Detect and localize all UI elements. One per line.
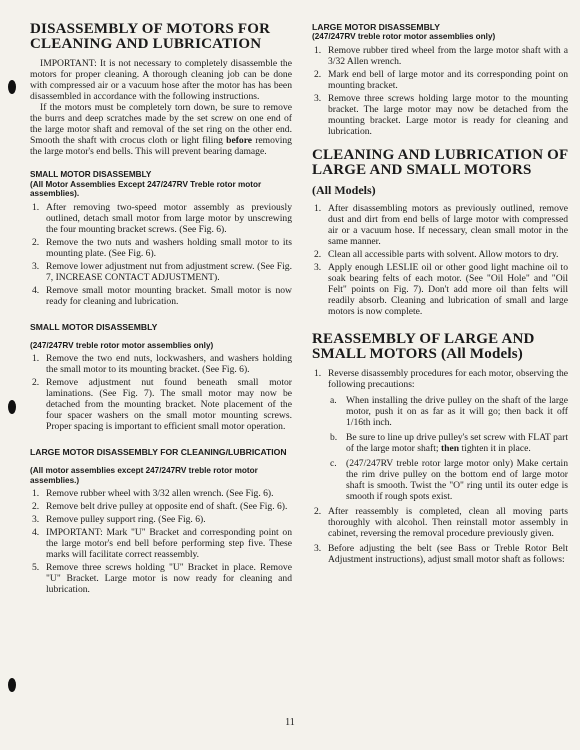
list-item: 3. Remove three screws holding large motor to the mounting bracket. The large motor may now be detached from the mounting bracket. Large motor is ready for cleaning and lubrication. (314, 92, 568, 137)
large-motor-steps (30, 488, 292, 595)
list-item: 2. Remove belt drive pulley at opposite end of shaft. (See Fig. 6). (32, 501, 288, 512)
list-item: 3. Remove lower adjustment nut from adjustment screw. (See Fig. 7, INCREASE CONTACT ADJUSTMENT). (32, 260, 292, 283)
right-column (312, 22, 568, 567)
list-item: c. (247/247RV treble rotor large motor only) Make certain the rim drive pulley on the bottom end of large motor shaft is smooth. Twist the "O" ring until its outer edge is smooth if rough spots exist. (330, 457, 568, 502)
list-item: 2. Remove adjustment nut found beneath small motor laminations. (See Fig. 7). The small motor may now be detached from the mounting bracket. Note placement of the four spacer washers on the small motor mounting screws. Proper spacing is important to efficient small motor operation. (32, 377, 292, 432)
binder-hole (8, 678, 16, 692)
page-number: 11 (285, 717, 295, 728)
reassembly-steps (312, 368, 568, 565)
list-item: 1. After disassembling motors as previously outlined, remove dust and dirt from end bells of large motor with compressed air or a vacuum hose. If necessary, clean small motor in the same manner. (314, 202, 568, 247)
list-item: 1. Remove rubber tired wheel from the large motor shaft with a 3/32 Allen wrench. (314, 44, 568, 67)
list-item: 2. Remove the two nuts and washers holding small motor to its mounting plate. (See Fig. 6). (32, 236, 292, 259)
section-subheading: (All motor assemblies except 247/247RV treble rotor motor assemblies.) (30, 466, 258, 485)
list-item: 3. Remove pulley support ring. (See Fig. 6). (32, 514, 206, 525)
list-item: 3. Apply enough LESLIE oil or other good light machine oil to soak bearing felts of each motor. (See "Oil Hole" and "Oil Felt" points on Fig. 7). Don't add more oil than felts will readily absorb. Cleaning and lubrication of small and large motors is now complete. (314, 261, 568, 317)
binder-hole (8, 400, 16, 414)
teardown-paragraph: If the motors must be completely torn down, be sure to remove the burrs and deep scratches made by the set screw on one end of the large motor shaft and removal of the set ring on the other end. Smooth the shaft with crocus cloth or light filing before removing the large motor's end bells. This will prevent bearing damage. (30, 102, 292, 157)
important-paragraph: IMPORTANT: It is not necessary to completely disassemble the motors for proper cleaning. A thorough cleaning job can be done with compressed air or a vacuum hose after the motor has has been disassembled in accordance with the following instructions. (30, 58, 292, 102)
section-title: DISASSEMBLY OF MOTORS FOR CLEANING AND LUBRICATION (30, 21, 271, 52)
list-item: 4. IMPORTANT: Mark "U" Bracket and corresponding point on the large motor's end bell before performing step five. These marks will facilitate correct reassembly. (32, 527, 292, 560)
treble-small-motor-steps (30, 353, 292, 432)
section-heading: SMALL MOTOR DISASSEMBLY (All Motor Assemblies Except 247/247RV Treble rotor motor assemblies). (30, 170, 262, 198)
list-item: 1. Reverse disassembly procedures for each motor, observing the following precautions: a. When installing the drive pulley on the shaft of the large motor, push it on as far as it will go; then back it off 1/16th inch. b. Be sure to line up drive pulley's set screw with FLAT part of the large motor shaft; then tighten it in place. c. (247/247RV treble rotor large motor only) Make certain the rim drive pulley on the bottom end of large motor shaft is smooth. Twist the "O" ring until its outer edge is smooth if rough spots exist. (314, 367, 568, 502)
section-subheading: (All Models) (312, 182, 376, 197)
list-item: b. Be sure to line up drive pulley's set screw with FLAT part of the large motor shaft; then tighten it in place. (330, 431, 568, 454)
list-item: 1. Remove the two end nuts, lockwashers, and washers holding the small motor to its mounting bracket. (See Fig. 6). (32, 353, 292, 375)
cleaning-steps (312, 203, 568, 317)
list-item: 1. Remove rubber wheel with 3/32 allen wrench. (See Fig. 6). (32, 488, 274, 499)
section-heading: LARGE MOTOR DISASSEMBLY FOR CLEANING/LUBRICATION (30, 447, 287, 457)
list-item: 1. After removing two-speed motor assembly as previously outlined, detach small motor from large motor by unscrewing the four mounting bracket screws. (See Fig. 6). (32, 201, 292, 235)
list-item: 3. Before adjusting the belt (see Bass or Treble Rotor Belt Adjustment instructions), adjust small motor shaft as follows: (314, 542, 568, 565)
list-item: 4. Remove small motor mounting bracket. Small motor is now ready for cleaning and lubrication. (32, 284, 292, 307)
section-title: CLEANING AND LUBRICATION OF LARGE AND SMALL MOTORS (312, 146, 568, 178)
small-motor-steps (30, 202, 292, 307)
list-item: 2. After reassembly is completed, clean all moving parts thoroughly with alcohol. Then reinstall motor assembly in cabinet, reversing the removal procedure previously given. (314, 505, 568, 539)
list-item: a. When installing the drive pulley on the shaft of the large motor, push it on as far as it will go; then back it off 1/16th inch. (330, 394, 568, 428)
list-item: 5. Remove three screws holding "U" Bracket in place. Remove "U" Bracket. Large motor is now ready for cleaning and lubrication. (32, 562, 292, 595)
precautions-list (328, 395, 568, 502)
section-subheading: (247/247RV treble rotor motor assemblies only) (30, 340, 214, 350)
left-column (30, 22, 292, 597)
section-heading: SMALL MOTOR DISASSEMBLY (30, 321, 158, 332)
list-item: 2. Clean all accessible parts with solvent. Allow motors to dry. (314, 248, 559, 260)
section-title: REASSEMBLY OF LARGE AND SMALL MOTORS (All Models) (312, 330, 535, 362)
treble-large-motor-steps (312, 45, 568, 137)
list-item: 2. Mark end bell of large motor and its corresponding point on mounting bracket. (314, 68, 568, 91)
section-heading: LARGE MOTOR DISASSEMBLY (312, 22, 440, 32)
section-subheading: (247/247RV treble rotor motor assemblies only) (312, 32, 496, 41)
binder-hole (8, 80, 16, 94)
